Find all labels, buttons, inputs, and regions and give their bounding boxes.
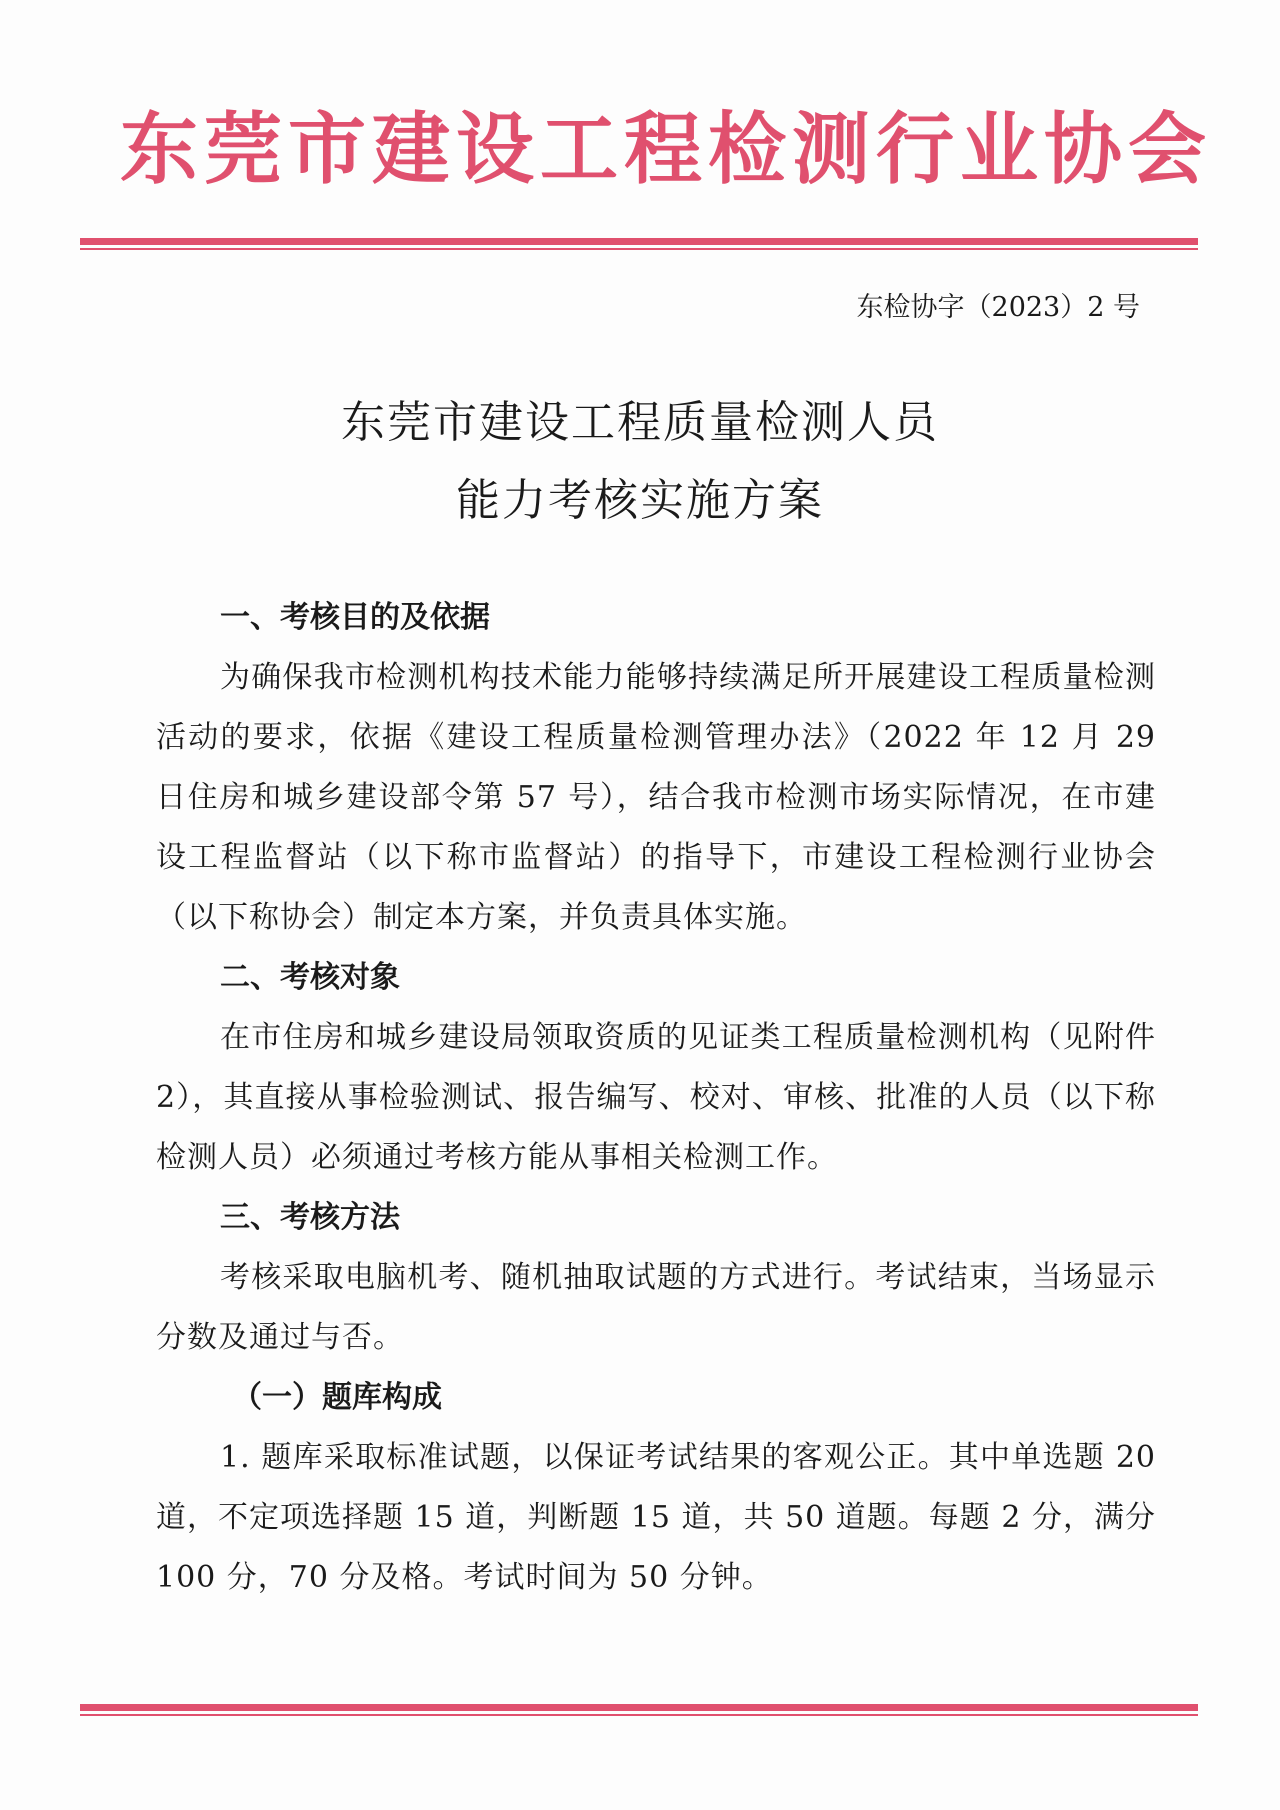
letterhead-red-rule — [80, 238, 1198, 252]
rule-thin-line — [80, 248, 1198, 250]
letterhead-org-name: 东莞市建设工程检测行业协会 — [120, 105, 1213, 195]
section-3-sub-1-paragraph: 1. 题库采取标准试题，以保证考试结果的客观公正。其中单选题 20 道，不定项选择题 15 道，判断题 15 道，共 50 道题。每题 2 分，满分 100 分，70 分及格。考试时间为 50 分钟。 — [156, 1440, 1156, 1595]
section-3-paragraph: 考核采取电脑机考、随机抽取试题的方式进行。考试结束，当场显示分数及通过与否。 — [156, 1260, 1156, 1355]
section-1-heading: 一、考核目的及依据 — [220, 600, 490, 635]
document-title-line-1: 东莞市建设工程质量检测人员 — [341, 397, 939, 448]
rule-thin-line — [80, 1714, 1198, 1716]
rule-thick-line — [80, 1704, 1198, 1711]
document-title-line-2: 能力考核实施方案 — [456, 475, 824, 526]
section-2-heading: 二、考核对象 — [220, 960, 400, 995]
footer-red-rule — [80, 1704, 1198, 1718]
section-1-paragraph: 为确保我市检测机构技术能力能够持续满足所开展建设工程质量检测活动的要求，依据《建设工程质量检测管理办法》（2022 年 12 月 29 日住房和城乡建设部令第 57 号），结合我市检测市场实际情况，在市建设工程监督站（以下称市监督站）的指导下，市建设工程检测行业协会（以下称协会）制定本方案，并负责具体实施。 — [156, 660, 1156, 935]
section-3-heading: 三、考核方法 — [220, 1200, 400, 1235]
document-number: 东检协字（2023）2 号 — [856, 292, 1140, 323]
rule-thick-line — [80, 238, 1198, 245]
document-body — [156, 588, 1156, 1608]
section-2-paragraph: 在市住房和城乡建设局领取资质的见证类工程质量检测机构（见附件 2），其直接从事检验测试、报告编写、校对、审核、批准的人员（以下称检测人员）必须通过考核方能从事相关检测工作。 — [156, 1020, 1156, 1175]
section-3-subheading-1: （一）题库构成 — [232, 1380, 442, 1415]
